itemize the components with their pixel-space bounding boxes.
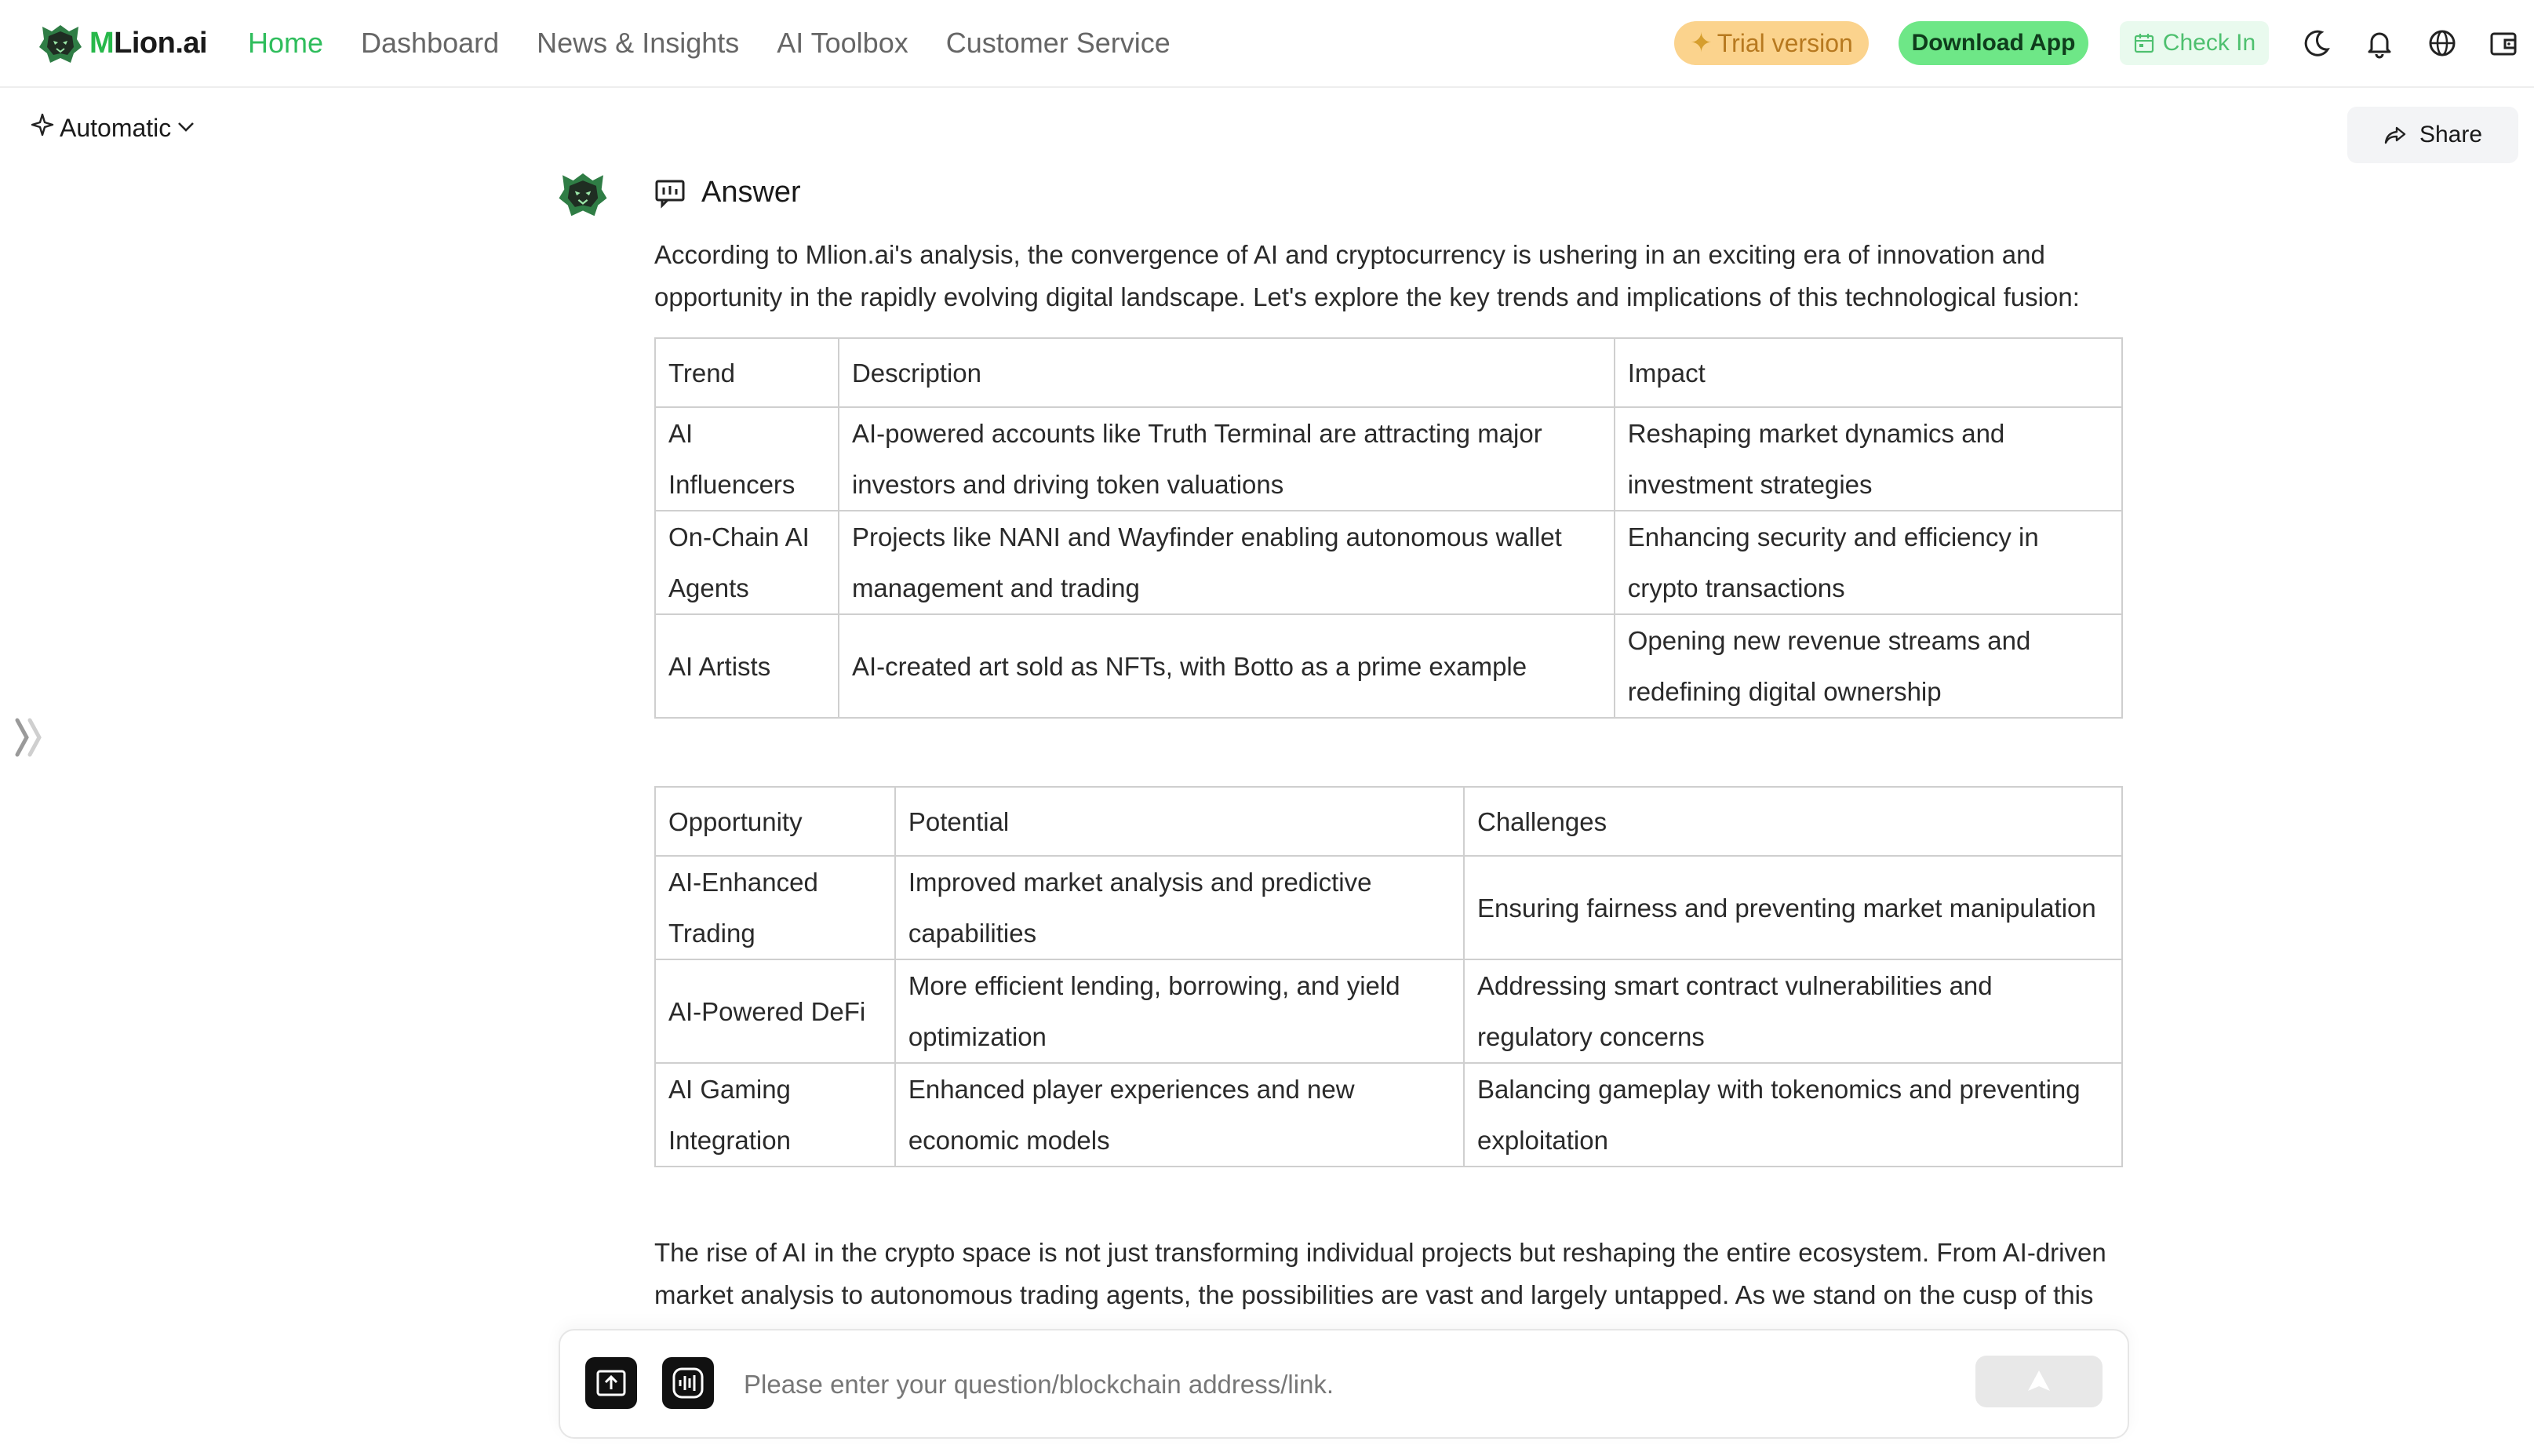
- sparkle-outline-icon: [30, 112, 55, 144]
- table-header-row: [655, 787, 2122, 856]
- table-header-cell: Impact: [1615, 338, 2122, 407]
- brand-logo[interactable]: [36, 19, 207, 67]
- trial-version-label: Trial version: [1717, 28, 1853, 57]
- table-header-cell: Trend: [655, 338, 839, 407]
- nav-customer-service[interactable]: Customer Service: [945, 27, 1171, 59]
- mode-dropdown[interactable]: [30, 110, 196, 146]
- table-cell: Ensuring fairness and preventing market manipulation: [1464, 856, 2122, 959]
- table-cell: AI-Enhanced Trading: [655, 856, 895, 959]
- trial-version-button[interactable]: [1674, 21, 1869, 65]
- bell-icon[interactable]: [2361, 25, 2397, 61]
- table-header-row: [655, 338, 2122, 407]
- voice-wave-icon: [671, 1366, 705, 1400]
- globe-icon[interactable]: [2424, 25, 2460, 61]
- question-input[interactable]: [744, 1359, 1921, 1410]
- calendar-icon: [2133, 32, 2155, 54]
- table-cell: Reshaping market dynamics and investment strategies: [1615, 407, 2122, 511]
- table-cell: AI-powered accounts like Truth Terminal are attracting major investors and driving token valuations: [839, 407, 1615, 511]
- table-cell: Enhancing security and efficiency in crypto transactions: [1615, 511, 2122, 614]
- table-cell: AI Gaming Integration: [655, 1063, 895, 1167]
- table-row: [655, 856, 2122, 959]
- lion-logo-icon: [36, 19, 85, 67]
- download-app-button[interactable]: Download App: [1899, 21, 2088, 65]
- moon-icon[interactable]: [2299, 25, 2335, 61]
- nav-ai-toolbox[interactable]: AI Toolbox: [777, 27, 908, 59]
- send-button[interactable]: [1975, 1356, 2103, 1407]
- share-icon: [2383, 123, 2407, 147]
- sparkle-icon: ✦: [1690, 28, 1713, 58]
- table-cell: Opening new revenue streams and redefining digital ownership: [1615, 614, 2122, 718]
- table-header-cell: Opportunity: [655, 787, 895, 856]
- expand-sidebar-icon[interactable]: [13, 715, 44, 759]
- nav-dashboard[interactable]: Dashboard: [361, 27, 500, 59]
- table-row: [655, 407, 2122, 511]
- table-row: [655, 614, 2122, 718]
- answer-icon: [654, 177, 686, 209]
- nav-home[interactable]: Home: [248, 27, 324, 59]
- table-cell: Enhanced player experiences and new economic models: [895, 1063, 1464, 1167]
- chevron-down-icon: [176, 114, 196, 143]
- answer-title: Answer: [701, 176, 801, 209]
- table-cell: AI Artists: [655, 614, 839, 718]
- table-header-cell: Description: [839, 338, 1615, 407]
- assistant-avatar: [555, 166, 610, 221]
- send-arrow-icon: [2025, 1367, 2053, 1396]
- brand-name: MLion.ai: [89, 26, 208, 60]
- table-row: [655, 1063, 2122, 1167]
- table-cell: More efficient lending, borrowing, and yield optimization: [895, 959, 1464, 1063]
- table-cell: AI Influencers: [655, 407, 839, 511]
- answer-intro: According to Mlion.ai's analysis, the convergence of AI and cryptocurrency is ushering in an exciting era of innovation and opportunity in the rapidly evolving digital landscape. Let's explore the key trends and implications of this technological fusion:: [654, 240, 2080, 311]
- mode-label: Automatic: [60, 113, 172, 142]
- table-cell: AI-Powered DeFi: [655, 959, 895, 1063]
- table-cell: AI-created art sold as NFTs, with Botto as a prime example: [839, 614, 1615, 718]
- table-cell: Projects like NANI and Wayfinder enabling autonomous wallet management and trading: [839, 511, 1615, 614]
- table-cell: On-Chain AI Agents: [655, 511, 839, 614]
- top-navbar: [0, 0, 2534, 88]
- table-header-cell: Challenges: [1464, 787, 2122, 856]
- opportunities-table: [654, 786, 2123, 1167]
- table-row: [655, 959, 2122, 1063]
- question-composer: [559, 1329, 2129, 1439]
- answer-outro: The rise of AI in the crypto space is not just transforming individual projects but reshaping the entire ecosystem. From AI-driven market analysis to autonomous trading agents, the possibilities are vast and largely untapped. As we stand on the cusp of this: [654, 1238, 2106, 1309]
- answer-header: [654, 176, 801, 209]
- table-cell: Balancing gameplay with tokenomics and preventing exploitation: [1464, 1063, 2122, 1167]
- share-label: Share: [2419, 122, 2483, 147]
- upload-file-button[interactable]: [585, 1357, 637, 1409]
- check-in-label: Check In: [2162, 30, 2256, 56]
- share-button[interactable]: [2347, 107, 2518, 163]
- wallet-icon[interactable]: [2485, 25, 2521, 61]
- main-nav: [248, 0, 1208, 86]
- table-header-cell: Potential: [895, 787, 1464, 856]
- check-in-button[interactable]: [2120, 21, 2269, 65]
- voice-input-button[interactable]: [662, 1357, 714, 1409]
- nav-news-insights[interactable]: News & Insights: [537, 27, 740, 59]
- table-cell: Improved market analysis and predictive capabilities: [895, 856, 1464, 959]
- trends-table: [654, 337, 2123, 719]
- table-cell: Addressing smart contract vulnerabilities and regulatory concerns: [1464, 959, 2122, 1063]
- table-row: [655, 511, 2122, 614]
- upload-icon: [594, 1366, 628, 1400]
